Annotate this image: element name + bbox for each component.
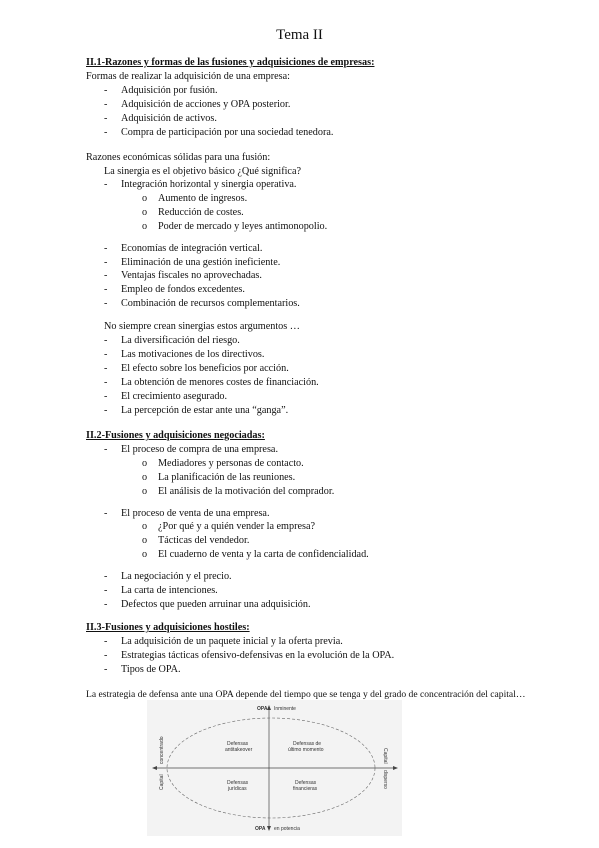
circle-bullet: o: [142, 207, 148, 218]
diagram-svg: [147, 700, 402, 836]
dash-bullet: -: [104, 99, 108, 110]
list-item: Adquisición de activos.: [121, 113, 217, 124]
quadrant-2-line-1: Defensas de: [293, 741, 322, 747]
sub-list-item: Aumento de ingresos.: [158, 193, 248, 204]
dash-bullet: -: [104, 636, 108, 647]
list-item: Eliminación de una gestión ineficiente.: [121, 257, 281, 268]
dash-bullet: -: [104, 664, 108, 675]
dash-bullet: -: [104, 391, 108, 402]
reasons-intro: Razones económicas sólidas para una fusión:: [86, 152, 271, 163]
sub-list-item: El análisis de la motivación del comprador.: [158, 486, 335, 497]
dash-bullet: -: [104, 444, 108, 455]
circle-bullet: o: [142, 472, 148, 483]
bottom-left-label: OPA: [255, 826, 266, 832]
quadrant-4-line-1: Defensas: [295, 780, 317, 786]
list-item: Combinación de recursos complementarios.: [121, 298, 300, 309]
circle-bullet: o: [142, 521, 148, 532]
quadrant-2-line-2: último momento: [288, 747, 324, 753]
dash-bullet: -: [104, 599, 108, 610]
list-item: El efecto sobre los beneficios por acción.: [121, 363, 289, 374]
dash-bullet: -: [104, 179, 108, 190]
dash-bullet: -: [104, 377, 108, 388]
arrow-up-icon: [267, 705, 271, 710]
sub-list-item: El cuaderno de venta y la carta de confidencialidad.: [158, 549, 369, 560]
list-item: La negociación y el precio.: [121, 571, 232, 582]
dash-bullet: -: [104, 335, 108, 346]
dash-bullet: -: [104, 585, 108, 596]
circle-bullet: o: [142, 458, 148, 469]
section-3-heading: II.3-Fusiones y adquisiciones hostiles:: [86, 622, 250, 633]
left-label-2: concentrado: [159, 736, 165, 764]
list-item: Adquisición de acciones y OPA posterior.: [121, 99, 291, 110]
top-left-label: OPA: [257, 706, 268, 712]
page-title: Tema II: [276, 27, 323, 43]
quadrant-1-line-2: antitakeover: [225, 747, 253, 753]
dash-bullet: -: [104, 127, 108, 138]
arrow-down-icon: [267, 826, 271, 831]
sub-list-item: Mediadores y personas de contacto.: [158, 458, 304, 469]
list-item: Economías de integración vertical.: [121, 243, 263, 254]
list-item: Adquisición por fusión.: [121, 85, 218, 96]
dash-bullet: -: [104, 405, 108, 416]
sub-list-item: Tácticas del vendedor.: [158, 535, 250, 546]
list-item: La obtención de menores costes de financiación.: [121, 377, 319, 388]
right-label-2: disperso: [382, 770, 388, 789]
arrow-left-icon: [152, 766, 157, 770]
dash-bullet: -: [104, 85, 108, 96]
circle-bullet: o: [142, 221, 148, 232]
list-item: La adquisición de un paquete inicial y la oferta previa.: [121, 636, 343, 647]
left-label: Capital: [159, 774, 165, 790]
dash-bullet: -: [104, 298, 108, 309]
bottom-right-label: en potencia: [274, 826, 300, 832]
quadrant-3-line-1: Defensas: [227, 780, 249, 786]
dash-bullet: -: [104, 571, 108, 582]
sub-list-item: ¿Por qué y a quién vender la empresa?: [158, 521, 315, 532]
list-item: Las motivaciones de los directivos.: [121, 349, 265, 360]
closing-paragraph: La estrategia de defensa ante una OPA depende del tiempo que se tenga y del grado de concentración del capital…: [86, 689, 526, 700]
list-item: Empleo de fondos excedentes.: [121, 284, 245, 295]
section-1-heading: II.1-Razones y formas de las fusiones y adquisiciones de empresas:: [86, 57, 375, 68]
quadrant-4-line-2: financieras: [293, 786, 318, 792]
top-right-label: Inminente: [274, 706, 296, 712]
arrow-right-icon: [393, 766, 398, 770]
dash-bullet: -: [104, 113, 108, 124]
right-label: Capital: [382, 748, 388, 764]
sub-list-item: Poder de mercado y leyes antimonopolio.: [158, 221, 328, 232]
list-item: La diversificación del riesgo.: [121, 335, 240, 346]
dash-bullet: -: [104, 257, 108, 268]
list-item: El crecimiento asegurado.: [121, 391, 228, 402]
list-item: Integración horizontal y sinergia operativa.: [121, 179, 297, 190]
forms-intro: Formas de realizar la adquisición de una empresa:: [86, 71, 290, 82]
dash-bullet: -: [104, 284, 108, 295]
circle-bullet: o: [142, 486, 148, 497]
quadrant-1-line-1: Defensas: [227, 741, 249, 747]
dash-bullet: -: [104, 363, 108, 374]
list-item: El proceso de venta de una empresa.: [121, 508, 270, 519]
dash-bullet: -: [104, 349, 108, 360]
list-item: El proceso de compra de una empresa.: [121, 444, 278, 455]
list-item: La carta de intenciones.: [121, 585, 218, 596]
quadrant-3-line-2: jurídicas: [228, 786, 247, 792]
dash-bullet: -: [104, 650, 108, 661]
synergy-intro: La sinergia es el objetivo básico ¿Qué significa?: [104, 166, 301, 177]
section-2-heading: II.2-Fusiones y adquisiciones negociadas:: [86, 430, 265, 441]
no-synergy-intro: No siempre crean sinergias estos argumentos …: [104, 321, 300, 332]
sub-list-item: Reducción de costes.: [158, 207, 244, 218]
opa-defense-diagram: [147, 700, 402, 836]
dash-bullet: -: [104, 243, 108, 254]
circle-bullet: o: [142, 193, 148, 204]
sub-list-item: La planificación de las reuniones.: [158, 472, 296, 483]
list-item: Ventajas fiscales no aprovechadas.: [121, 270, 262, 281]
list-item: La percepción de estar ante una “ganga”.: [121, 405, 289, 416]
list-item: Estrategias tácticas ofensivo-defensivas en la evolución de la OPA.: [121, 650, 395, 661]
circle-bullet: o: [142, 535, 148, 546]
list-item: Compra de participación por una sociedad tenedora.: [121, 127, 334, 138]
list-item: Defectos que pueden arruinar una adquisición.: [121, 599, 311, 610]
dash-bullet: -: [104, 508, 108, 519]
list-item: Tipos de OPA.: [121, 664, 181, 675]
circle-bullet: o: [142, 549, 148, 560]
dash-bullet: -: [104, 270, 108, 281]
